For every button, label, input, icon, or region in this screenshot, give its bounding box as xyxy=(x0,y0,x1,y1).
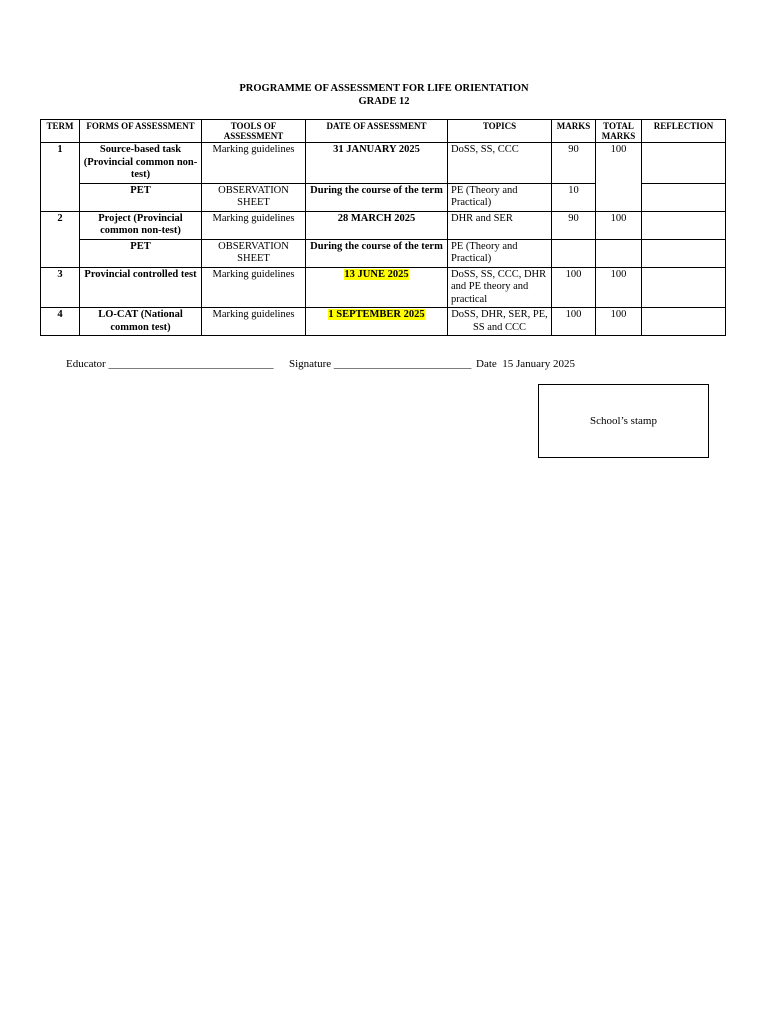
table-row xyxy=(41,267,726,308)
date-cell: 31 JANUARY 2025 xyxy=(306,143,448,184)
reflection-cell xyxy=(642,143,726,184)
signature-line: _________________________ xyxy=(333,358,472,370)
date-cell xyxy=(306,308,448,336)
term-cell: 3 xyxy=(41,267,80,308)
form-cell: Provincial controlled test xyxy=(80,267,202,308)
tool-cell: OBSERVATION SHEET xyxy=(202,183,306,211)
tool-cell: OBSERVATION SHEET xyxy=(202,239,306,267)
tool-cell: Marking guidelines xyxy=(202,143,306,184)
term-cell: 2 xyxy=(41,211,80,267)
topics-cell: DHR and SER xyxy=(448,211,552,239)
topics-cell: PE (Theory and Practical) xyxy=(448,239,552,267)
reflection-cell xyxy=(642,308,726,336)
header-date: DATE OF ASSESSMENT xyxy=(306,120,448,143)
signature-label: Signature xyxy=(289,358,332,370)
table-row xyxy=(41,211,726,239)
assessment-table xyxy=(40,119,726,336)
school-stamp-box xyxy=(538,384,709,458)
total-cell: 100 xyxy=(596,143,642,212)
tool-cell: Marking guidelines xyxy=(202,267,306,308)
table-row xyxy=(41,239,726,267)
header-topics: TOPICS xyxy=(448,120,552,143)
educator-field xyxy=(66,358,273,370)
educator-line: ______________________________ xyxy=(108,358,274,370)
reflection-cell xyxy=(642,239,726,267)
total-cell xyxy=(596,239,642,267)
form-cell: Project (Provincial common non-test) xyxy=(80,211,202,239)
reflection-cell xyxy=(642,183,726,211)
marks-cell: 100 xyxy=(552,267,596,308)
table-header-row xyxy=(41,120,726,143)
school-stamp-label: School’s stamp xyxy=(590,415,657,427)
header-tools: TOOLS OF ASSESSMENT xyxy=(202,120,306,143)
marks-cell: 10 xyxy=(552,183,596,211)
table-row xyxy=(41,143,726,184)
form-cell: LO-CAT (National common test) xyxy=(80,308,202,336)
header-marks: MARKS xyxy=(552,120,596,143)
topics-cell: DoSS, DHR, SER, PE, SS and CCC xyxy=(448,308,552,336)
term-cell: 4 xyxy=(41,308,80,336)
tool-cell: Marking guidelines xyxy=(202,211,306,239)
highlighted-date: 13 JUNE 2025 xyxy=(344,268,409,280)
date-cell: During the course of the term xyxy=(306,239,448,267)
date-cell: 28 MARCH 2025 xyxy=(306,211,448,239)
term-cell: 1 xyxy=(41,143,80,212)
header-total: TOTAL MARKS xyxy=(596,120,642,143)
date-field xyxy=(476,358,575,370)
header-reflection: REFLECTION xyxy=(642,120,726,143)
document-title: PROGRAMME OF ASSESSMENT FOR LIFE ORIENTATION xyxy=(239,83,529,94)
marks-cell: 90 xyxy=(552,143,596,184)
date-cell: During the course of the term xyxy=(306,183,448,211)
form-cell: Source-based task (Provincial common non-test) xyxy=(80,143,202,184)
form-cell: PET xyxy=(80,183,202,211)
topics-cell: DoSS, SS, CCC, DHR and PE theory and practical xyxy=(448,267,552,308)
marks-cell: 100 xyxy=(552,308,596,336)
form-cell: PET xyxy=(80,239,202,267)
reflection-cell xyxy=(642,267,726,308)
date-cell xyxy=(306,267,448,308)
document-subtitle: GRADE 12 xyxy=(358,96,410,107)
educator-label: Educator xyxy=(66,358,106,370)
total-cell: 100 xyxy=(596,308,642,336)
signature-field xyxy=(289,358,471,370)
header-forms: FORMS OF ASSESSMENT xyxy=(80,120,202,143)
topics-cell: PE (Theory and Practical) xyxy=(448,183,552,211)
topics-cell: DoSS, SS, CCC xyxy=(448,143,552,184)
marks-cell: 90 xyxy=(552,211,596,239)
tool-cell: Marking guidelines xyxy=(202,308,306,336)
total-cell: 100 xyxy=(596,211,642,239)
date-label: Date xyxy=(476,358,497,370)
date-value: 15 January 2025 xyxy=(502,358,575,370)
header-term: TERM xyxy=(41,120,80,143)
marks-cell xyxy=(552,239,596,267)
reflection-cell xyxy=(642,211,726,239)
table-row xyxy=(41,308,726,336)
total-cell: 100 xyxy=(596,267,642,308)
highlighted-date: 1 SEPTEMBER 2025 xyxy=(328,309,425,320)
document-title-block xyxy=(0,82,768,108)
